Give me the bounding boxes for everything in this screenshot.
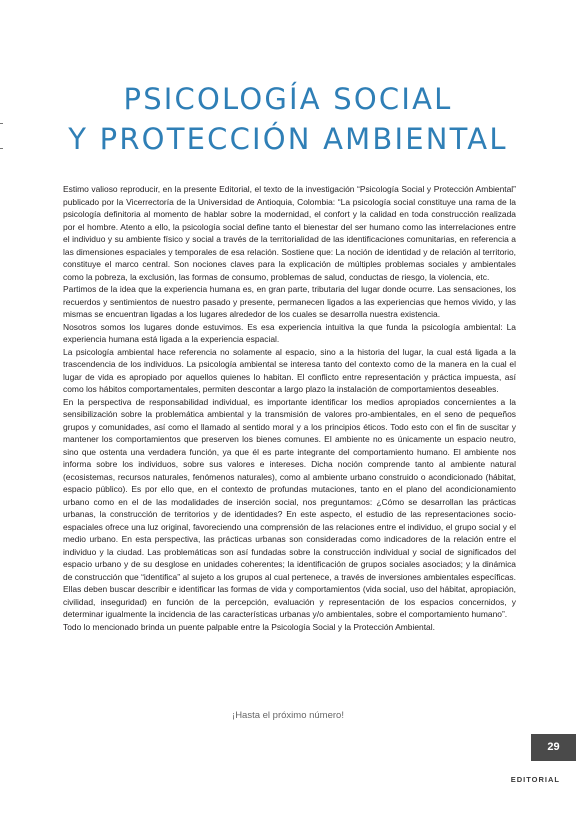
paragraph: La psicología ambiental hace referencia no solamente al espacio, sino a la historia del lugar, la cual está ligada a la trascendencia de los individuos. La psicología ambiental se interesa tanto del contexto como de la manera en la cual el lugar de vida es apropiado por aquellos quienes lo habitan. El conflicto entre representación y práctica impuesta, así como los hábitos comportamentales, permiten descontar a largo plazo la instalación de comportamientos deseables. xyxy=(63,346,516,394)
paragraph: En la perspectiva de responsabilidad individual, es importante identificar los medios apropiados concernientes a la sensibilización sobre la problemática ambiental y la transmisión de valores pro-ambientales, en el seno de pequeños grupos y comunidades, así como el llamado al sentido moral y a los principios éticos. Todo esto con el fin de suscitar y mantener los comportamientos que preserven los bienes comunes. El ambiente no es únicamente un espacio neutro, sino que ostenta una verdadera función, ya que él es parte integrante del comportamiento humano. El ambiente nos informa sobre los individuos, sobre sus valores e intereses. Dicha noción comprende tanto al ambiente natural (ecosistemas, recursos naturales, fenómenos naturales), como al ambiente urbano construido o acondicionado (hábitat, espacio público). Es por ello que, en el contexto de profundas mutaciones, tanto en el plano del acondicionamiento urbano como en el de las modalidades de inserción social, nos preguntamos: ¿Cómo se desarrollan las prácticas urbanas, la construcción de territorios y de identidades? En este aspecto, el estudio de las representaciones socio-espaciales ofrece una luz original, favoreciendo una comprensión de las relaciones entre el individuo, el grupo social y el medio urbano. En esta perspectiva, las prácticas urbanas son consideradas como indicadores de la relación entre el individuo y la ciudad. Las problemáticas son así fundadas sobre la construcción individual y social de significados del espacio urbano y de su desglose en unidades coherentes; la identificación de grupos sociales asociados; y la dinámica de construcción que “identifica” al sujeto a los grupos al cual pertenece, a través de inversiones ambientales específicas. Ellas deben buscar describir e identificar las formas de vida y comportamientos (vida social, uso del hábitat, apropiación, civilidad, inseguridad) en función de la percepción, evaluación y representación de los espacios concernidos, y determinar igualmente la incidencia de las características urbanas y/o ambientales, sobre el comportamiento humano”. xyxy=(63,396,516,619)
closing-line: ¡Hasta el próximo número! xyxy=(232,710,344,721)
article-body xyxy=(63,183,516,633)
paragraph: Nosotros somos los lugares donde estuvimos. Es esa experiencia intuitiva la que funda la psicología ambiental: La experiencia humana está ligada a la experiencia espacial. xyxy=(63,321,516,344)
title-line-1: PSICOLOGÍA SOCIAL xyxy=(123,82,453,117)
paragraph: Partimos de la idea que la experiencia humana es, en gran parte, tributaria del lugar donde ocurre. Las sensaciones, los recuerdos y sentimientos de nuestro pasado y presente, permanecen ligados a las experiencias que hemos vivido, y las mismas se encuentran ligadas a los lugares alrededor de los cuales se desarrolla nuestra existencia. xyxy=(63,284,516,319)
title-line-2: Y PROTECCIÓN AMBIENTAL xyxy=(68,122,508,157)
paragraph: Todo lo mencionado brinda un puente palpable entre la Psicología Social y la Protección Ambiental. xyxy=(63,621,435,632)
paragraph: Estimo valioso reproducir, en la presente Editorial, el texto de la investigación “Psicología Social y Protección Ambiental” publicado por la Vicerrectoría de la Universidad de Antioquia, Colombia: “La psicología social constituye una rama de la psicología definitoria al momento de hablar sobre la modernidad, el confort y la calidad en toda construcción realizada por el hombre. Atento a ello, la psicología social define tanto el bienestar del ser humano como las interrelaciones entre el individuo y su ambiente físico y social a través de la territorialidad de las identificaciones comunitarias, en referencia a las dimensiones espaciales y temporales de esa relación. Sostiene que: La noción de identidad y de relación al territorio, constituye el marco central. Son nociones claves para la explicación de múltiples problemas sociales y ambientales como la pobreza, la exclusión, las formas de consumo, problemas de salud, conductas de riesgo, la violencia, etc. xyxy=(63,184,516,282)
section-label: EDITORIAL xyxy=(510,775,560,784)
page-number: 29 xyxy=(531,734,576,761)
page-title xyxy=(0,79,576,159)
